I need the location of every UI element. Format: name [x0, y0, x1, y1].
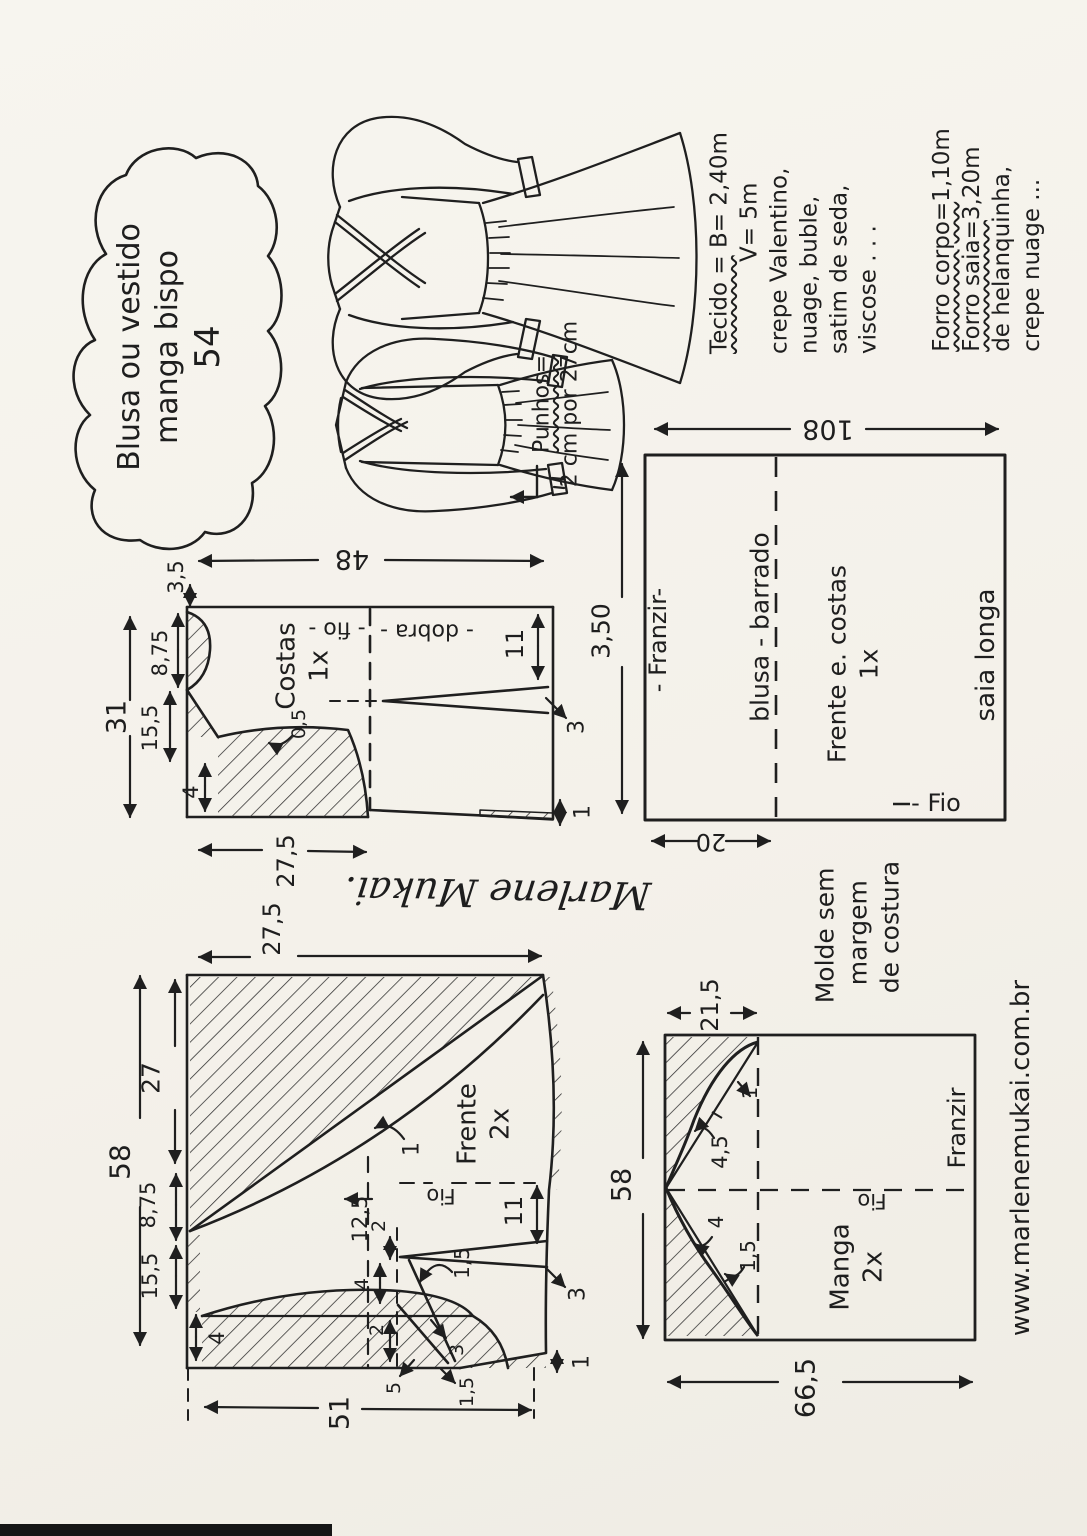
cuff-note: [528, 321, 583, 488]
frente-dart-width: 3: [565, 1287, 591, 1301]
frente-hip-offset: 1,5: [450, 1247, 474, 1279]
website: www.marlenemukai.com.br: [1006, 979, 1036, 1337]
costas-piece: [187, 607, 553, 820]
saia-piece-label: [822, 565, 885, 763]
costas-hem-drop: 1: [570, 805, 596, 819]
manga-cap-1-5: 1,5: [736, 1240, 760, 1272]
saia-side-label: saia longa: [971, 588, 1001, 722]
frente-dim-top: 27,5: [258, 902, 286, 956]
scan-edge-bar: [0, 1524, 332, 1536]
frente-dim-27: 27: [136, 1062, 166, 1094]
frente-gather-1-5: 1,5: [456, 1376, 478, 1408]
frente-gather-2b: 2: [366, 1323, 388, 1337]
frente-dim-15-5: 15,5: [138, 1252, 162, 1300]
frente-qty: 2x: [485, 1108, 515, 1140]
frente-gather-3: 3: [446, 1343, 468, 1357]
manga-name: Manga: [825, 1223, 856, 1311]
manga-dim-top: 21,5: [696, 978, 724, 1032]
costas-dart-width: 3: [564, 720, 590, 734]
costas-name: Costas: [271, 622, 302, 710]
title-size: 54: [187, 325, 228, 369]
no-seam-line3: de costura: [875, 860, 905, 994]
fabric-label: Tecido =: [706, 255, 733, 354]
frente-piece-label: [451, 1083, 517, 1165]
costas-qty: 1x: [304, 650, 334, 682]
costas-dim-height: 31: [101, 699, 133, 735]
cuff-note-value: 2 cm por 27cm: [557, 320, 582, 488]
manga-dim-height: 58: [606, 1167, 638, 1203]
frente-hem-drop: 1: [569, 1355, 595, 1369]
title-bubble: [111, 223, 229, 471]
manga-cap-4-5: 4,5: [708, 1135, 732, 1169]
frente-name: Frente: [452, 1083, 483, 1165]
manga-piece-label: [824, 1223, 890, 1310]
costas-dim-width: 48: [334, 543, 370, 575]
frente-gather-4: 4: [351, 1277, 373, 1291]
saia-dimensions: [622, 429, 998, 841]
lining-line3: de helanquinha,: [989, 165, 1015, 352]
fabric-line4: nuage, buble,: [796, 195, 822, 354]
saia-piece-qty: 1x: [854, 648, 883, 680]
saia-piece-name: Frente e. costas: [822, 564, 852, 764]
fabric-qty-b: B= 2,40m: [706, 132, 733, 249]
frente-dim-4: 4: [205, 1331, 229, 1345]
saia-fold-label: blusa - barrado: [745, 532, 775, 722]
costas-grain-label: - fio -: [308, 616, 366, 642]
no-seam-line1: Molde sem: [810, 867, 840, 1004]
costas-dim-3-5: 3,5: [164, 560, 188, 594]
manga-cap-1: 1: [738, 1086, 762, 1100]
frente-waist-dim: 12,5: [348, 1195, 372, 1243]
frente-dart-len: 11: [500, 1195, 528, 1227]
title-line1: Blusa ou vestido: [111, 223, 147, 471]
fabric-qty-v: V= 5m: [736, 182, 763, 262]
costas-dim-hem: 27,5: [272, 834, 300, 888]
costas-dim-8-75: 8,75: [148, 629, 172, 677]
costas-dim-15-5: 15,5: [138, 704, 162, 752]
lining-line4: crepe nuage ...: [1018, 178, 1045, 352]
fabric-line3: crepe Valentino,: [766, 167, 793, 354]
no-seam-note: [809, 861, 907, 1004]
frente-grain-label: Fio: [426, 1184, 456, 1208]
fabric-note: [705, 132, 884, 354]
lining-note: [928, 128, 1048, 352]
lining-label2: Forro saia=: [959, 220, 986, 352]
costas-dim-4: 4: [179, 785, 203, 799]
frente-dim-bottom: 51: [324, 1395, 356, 1431]
frente-dim-8-75: 8,75: [136, 1181, 160, 1229]
saia-dim-width: 108: [802, 413, 854, 445]
signature: Marlene Mukai.: [340, 868, 654, 918]
saia-grain-label: - Fio: [911, 789, 961, 817]
costas-dart-len: 11: [501, 628, 529, 660]
title-line2: manga bispo: [149, 250, 185, 445]
fabric-line6: viscose . . .: [855, 225, 882, 354]
fabric-line5: satim de seda,: [825, 184, 852, 354]
manga-piece: [665, 1035, 975, 1340]
manga-qty: 2x: [858, 1251, 888, 1283]
frente-dim-height: 58: [103, 1144, 137, 1180]
saia-gather-label: - Franzir-: [644, 587, 672, 693]
cuff-note-label: Punhos=: [529, 354, 555, 454]
manga-gather-label: Franzir: [943, 1087, 971, 1169]
manga-grain-label: Fio: [857, 1189, 887, 1213]
costas-ease: 0,5: [288, 708, 310, 740]
saia-dim-height: 3,50: [586, 603, 616, 659]
manga-dim-bottom: 66,5: [790, 1357, 822, 1419]
costas-fold-label: - dobra -: [380, 618, 474, 644]
lining-label1: Forro corpo=: [929, 201, 956, 352]
no-seam-line2: margem: [842, 880, 872, 986]
manga-cap-4: 4: [704, 1215, 728, 1229]
frente-neck-offset: 1: [399, 1142, 425, 1156]
lining-val1: 1,10m: [929, 128, 956, 202]
saia-band-width: 20: [695, 828, 727, 856]
dress-sketch: [328, 117, 696, 399]
lining-val2: 3,20m: [959, 146, 986, 221]
frente-gather-5: 5: [383, 1381, 405, 1395]
frente-gather-2a: 2: [368, 1219, 390, 1233]
